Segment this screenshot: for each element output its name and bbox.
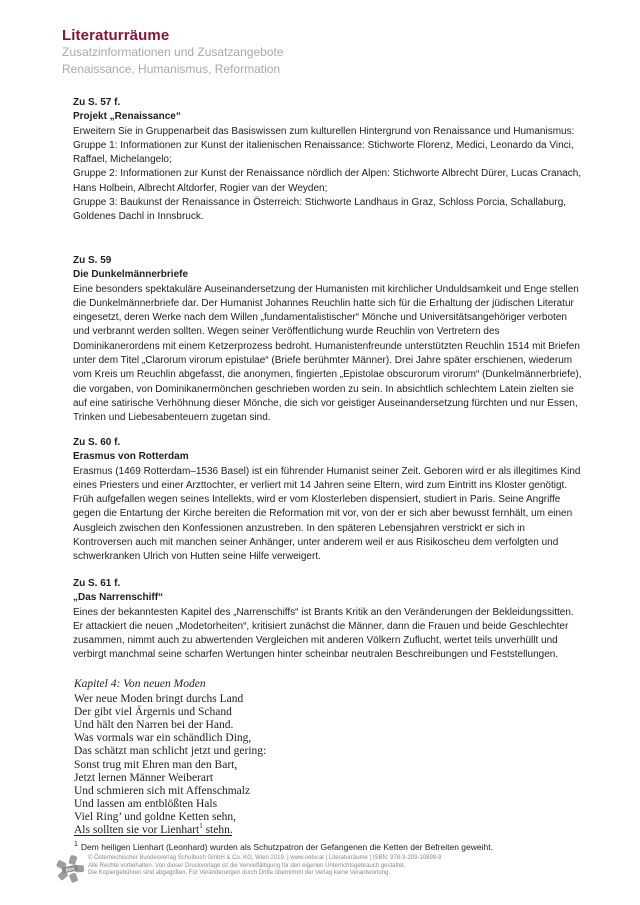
poem-line: Und schmieren sich mit Affenschmalz <box>74 784 251 797</box>
section-erasmus-von-rotterdam <box>73 436 582 565</box>
poem-line: Sonst trug mit Ehren man den Bart, <box>74 758 238 771</box>
page-subtitle-2: Renaissance, Humanismus, Reformation <box>62 62 281 76</box>
section-paragraph: Gruppe 3: Baukunst der Renaissance in Österreich: Stichworte Landhaus in Graz, Schloss Porcia, Schallaburg, Goldenes Dachl in Innsbruck. <box>73 197 567 223</box>
section-page-ref: Zu S. 61 f. <box>73 578 121 589</box>
section-dunkelmaennerbriefe <box>73 254 582 426</box>
poem-last-line-text: Als sollten sie vor Lienhart <box>74 824 200 837</box>
poem-line: Das schätzt man schlicht jetzt und gering: <box>74 745 267 758</box>
section-das-narrenschiff <box>73 577 582 663</box>
poem-line: Und lassen am entblößten Hals <box>74 797 218 810</box>
poem-line: Jetzt lernen Männer Weiberart <box>74 771 214 784</box>
poem-line: Viel Ring’ und goldne Ketten sehn, <box>74 810 236 823</box>
section-heading: Die Dunkelmännerbriefe <box>73 269 189 281</box>
oebv-logo-icon <box>56 853 84 883</box>
oebv-logo-text: öbv <box>65 866 76 874</box>
section-heading: „Das Narrenschiff“ <box>73 592 164 604</box>
section-paragraph: Eines der bekanntesten Kapitel des „Narrenschiffs“ ist Brants Kritik an den Veränderungen der Bekleidungssitten. Er attackiert die neuen „Modetorheiten“, kritisiert zunächst die Männer, dann die Frauen und beide Geschlechter zusammen, nimmt auch zu abwertenden Vergleichen mit anderen Völkern Zuflucht, wertet teils unverhüllt und verbirgt manchmal seine scharfen Wertungen hinter scheinbar neutralen Beschreibungen und Feststellungen. <box>73 606 574 661</box>
section-paragraph: Erasmus (1469 Rotterdam–1536 Basel) ist ein führender Humanist seiner Zeit. Geboren wird er als illegitimes Kind eines Priesters und einer Arzttochter, er verliert mit 14 Jahren seine Eltern, wird zum Eintritt ins Kloster genötigt. Früh aufgefallen wegen seines Intellekts, wird er vom Klosterleben dispensiert, studiert in Paris. Seine Angriffe gegen die Entartung der Kirche bereiten die Reformation mit vor, von der er sich aber bewusst fernhält, um einen Ausgleich zwischen den Konfessionen anzustreben. In den späteren Lebensjahren verstrickt er sich in Kontroversen auch mit manchen seiner Anhänger, unter anderem weil er aus Risikoscheu dem verfolgten und schwerkranken Ulrich von Hutten seine Hilfe verweigert. <box>73 465 581 563</box>
poem-line: Wer neue Moden bringt durchs Land <box>74 693 244 706</box>
poem-line: Und hält den Narren bei der Hand. <box>74 719 234 732</box>
section-paragraph: Eine besonders spektakuläre Auseinandersetzung der Humanisten mit kirchlicher Unduldsamkeit und Enge stellen die Dunkelmännerbriefe dar. Der Humanist Johannes Reuchlin hatte sich für die Erhaltung der jüdischen Literatur eingesetzt, deren Werke nach dem Willen „fundamentalistischer“ Mönche und Universitätsangehöriger verboten und verbrannt werden sollten. Wegen seiner Veröffentlichung wurde Reuchlin von Vertretern des Dominikanerordens mit einem Ketzerprozess bedroht. Humanistenfreunde unterstützten Reuchlin 1514 mit Briefen unter dem Titel „Clarorum virorum epistulae“ (Briefe berühmter Männer). Drei Jahre später erschienen, wiederum vom Kreis um Reuchlin abgefasst, die anonymen, fingierten „Epistolae obscurorum virorum“ (Dunkelmännerbriefe), die vorgaben, von Dominikanermönchen geschrieben worden zu sein. In absichtlich schlechtem Latein zielten sie auf eine satirische Verhöhnung dieser Mönche, die sich vor geistiger Auseinandersetzung fürchten und nur Essen, Trinken und Liebesabenteuern zugetan sind. <box>73 283 582 424</box>
section-paragraph: Gruppe 1: Informationen zur Kunst der italienischen Renaissance: Stichworte Florenz, Medici, Leonardo da Vinci, Raffael, Michelangelo; <box>73 139 574 166</box>
section-page-ref: Zu S. 60 f. <box>73 437 121 448</box>
footer-line-copyright: © Österreichischer Bundesverlag Schulbuch GmbH & Co. KG, Wien 2019. | www.oebv.at | Literaturräume | ISBN: 978-3-209-10899-9 <box>88 855 442 861</box>
section-page-ref: Zu S. 59 <box>73 255 112 266</box>
footnote-reference-marker: 1 <box>199 822 203 831</box>
footnote-marker: 1 <box>74 841 78 849</box>
footnote-block <box>74 835 583 852</box>
page-title: Literaturräume <box>62 27 170 44</box>
footer-line-liability: Die Kopiergebühren sind abgegolten. Für Veränderungen durch Dritte übernimmt der Verlag keine Verantwortung. <box>88 870 391 877</box>
section-page-ref: Zu S. 57 f. <box>73 97 121 108</box>
poem-last-line-end: stehn. <box>202 824 233 837</box>
footnote-body: Dem heiligen Lienhart (Leonhard) wurden als Schutzpatron der Gefangenen die Ketten der Befreiten geweiht. <box>80 842 493 852</box>
section-paragraph: Gruppe 2: Informationen zur Kunst der Renaissance nördlich der Alpen: Stichworte Albrecht Dürer, Lucas Cranach, Hans Holbein, Albrecht Altdorfer, Rogier van der Weyden; <box>73 168 582 194</box>
header <box>62 27 283 78</box>
poem-line: Der gibt viel Ärgernis und Schand <box>74 706 232 719</box>
section-heading: Projekt „Renaissance“ <box>73 111 181 123</box>
footer-line-rights: Alle Rechte vorbehalten. Von dieser Druckvorlage ist die Vervielfältigung für den eigenen Unterrichtsgebrauch gestattet. <box>88 862 406 869</box>
footnote-separator-rule <box>74 835 232 836</box>
poem-line: Was vormals war ein schändlich Ding, <box>74 732 252 745</box>
poem-title: Kapitel 4: Von neuen Moden <box>74 678 206 690</box>
poem-block <box>74 678 266 837</box>
section-heading: Erasmus von Rotterdam <box>73 451 189 463</box>
section-projekt-renaissance <box>73 96 582 225</box>
publisher-footer <box>56 851 441 883</box>
section-paragraph: Erweitern Sie in Gruppenarbeit das Basiswissen zum kulturellen Hintergrund von Renaissance und Humanismus: <box>73 125 575 137</box>
footer-legal-text <box>84 851 441 878</box>
page-subtitle-1: Zusatzinformationen und Zusatzangebote <box>62 45 284 59</box>
